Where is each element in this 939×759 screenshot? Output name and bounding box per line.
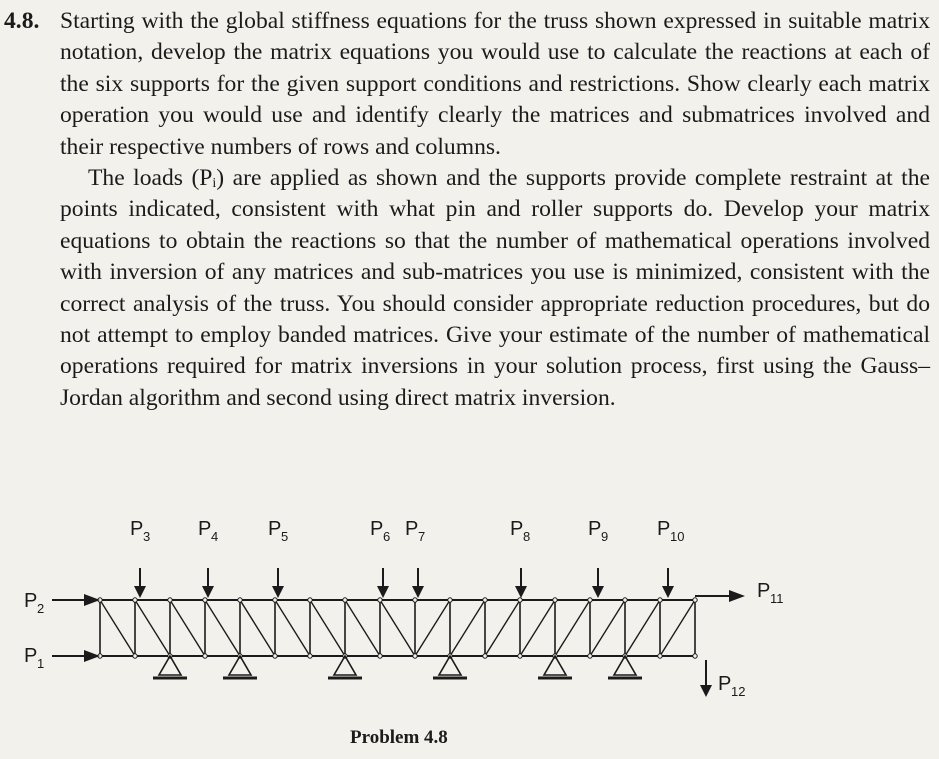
truss-diagram (0, 505, 939, 715)
problem-statement (4, 6, 930, 414)
load-label: P (588, 518, 602, 540)
load-label: P (24, 645, 38, 667)
joint (658, 598, 662, 602)
diagonal-member (205, 600, 240, 656)
load-arrow-head (84, 594, 100, 606)
load-label-subscript: 9 (601, 529, 609, 544)
support-icon (159, 656, 181, 675)
joint (168, 598, 172, 602)
diagonal-member (345, 600, 380, 656)
joint (693, 654, 697, 658)
joint (413, 598, 417, 602)
load-arrow-head (84, 650, 100, 662)
diagonal-member (415, 600, 450, 656)
load-label: P (268, 518, 282, 540)
diagonal-member (135, 600, 170, 656)
joint (238, 598, 242, 602)
load-arrow-head (729, 590, 745, 602)
load-label: P (130, 518, 144, 540)
joint (378, 654, 382, 658)
joint (518, 654, 522, 658)
joint (693, 598, 697, 602)
diagonal-member (170, 600, 205, 656)
joint (413, 654, 417, 658)
diagonal-member (380, 600, 415, 656)
load-arrow-head (377, 586, 389, 598)
figure-caption: Problem 4.8 (350, 727, 448, 748)
diagonal-member (275, 600, 310, 656)
joint (133, 598, 137, 602)
joint (203, 598, 207, 602)
load-label-subscript: 2 (37, 601, 45, 616)
support-icon (229, 656, 251, 675)
joint (588, 654, 592, 658)
diagonal-member (555, 600, 590, 656)
diagonal-member (485, 600, 520, 656)
joint (483, 598, 487, 602)
load-label-subscript: 12 (731, 684, 746, 699)
support-icon (614, 656, 636, 675)
support-icon (439, 656, 461, 675)
joint (343, 598, 347, 602)
diagonal-member (625, 600, 660, 656)
load-arrow-head (662, 586, 674, 598)
problem-number: 4.8. (4, 8, 40, 34)
paragraph-2: The loads (Pᵢ) are applied as shown and the supports provide complete restraint at the points indicated, consistent with what pin and roller supports do. Develop your matrix equations to obtain the reactions so that the number of mathematical operations involved with inversion of any matrices and sub-matrices you use is minimized, consistent with the correct analysis of the truss. You should consider appropriate reduction procedures, but do not attempt to employ banded matrices. Give your estimate of the number of mathematical operations required for matrix inversions in your solution process, first using the Gauss–Jordan algorithm and second using direct matrix inversion. (60, 165, 930, 411)
diagonal-member (660, 600, 695, 656)
diagonal-member (240, 600, 275, 656)
load-label-subscript: 8 (523, 529, 531, 544)
joint (623, 598, 627, 602)
load-label: P (198, 518, 212, 540)
load-label-subscript: 1 (37, 656, 45, 671)
diagonal-member (450, 600, 485, 656)
load-label: P (510, 518, 524, 540)
load-arrow-head (515, 586, 527, 598)
load-label: P (718, 673, 732, 695)
load-label: P (657, 518, 671, 540)
load-label: P (405, 518, 419, 540)
joint (308, 598, 312, 602)
load-arrow-head (272, 586, 284, 598)
load-label: P (757, 580, 771, 602)
joint (273, 654, 277, 658)
joint (448, 598, 452, 602)
load-label-subscript: 4 (211, 529, 219, 544)
load-arrow-head (592, 586, 604, 598)
load-label-subscript: 5 (281, 529, 289, 544)
load-arrow-head (412, 586, 424, 598)
load-label-subscript: 11 (770, 591, 784, 606)
joint (273, 598, 277, 602)
joint (518, 598, 522, 602)
load-arrow-head (202, 586, 214, 598)
joint (378, 598, 382, 602)
load-arrow-head (700, 685, 712, 697)
diagonal-member (590, 600, 625, 656)
load-arrow-head (134, 586, 146, 598)
load-label-subscript: 10 (670, 529, 685, 544)
joint (658, 654, 662, 658)
joint (483, 654, 487, 658)
joint (588, 598, 592, 602)
load-label: P (370, 518, 384, 540)
support-icon (544, 656, 566, 675)
joint (308, 654, 312, 658)
diagonal-member (520, 600, 555, 656)
joint (203, 654, 207, 658)
load-label: P (24, 590, 38, 612)
paragraph-1 (4, 6, 930, 163)
load-label-subscript: 7 (418, 529, 426, 544)
diagonal-member (100, 600, 135, 656)
load-label-subscript: 6 (383, 529, 391, 544)
support-icon (334, 656, 356, 675)
truss-figure (0, 505, 939, 715)
joint (133, 654, 137, 658)
load-label-subscript: 3 (143, 529, 151, 544)
joint (553, 598, 557, 602)
paragraph-1-text: Starting with the global stiffness equations for the truss shown expressed in suitable matrix notation, develop the matrix equations you would use to calculate the reactions at each of the six supports for the given support conditions and restrictions. Show clearly each matrix operation you would use and identify clearly the matrices and submatrices involved and their respective numbers of rows and columns. (60, 8, 930, 160)
diagonal-member (310, 600, 345, 656)
